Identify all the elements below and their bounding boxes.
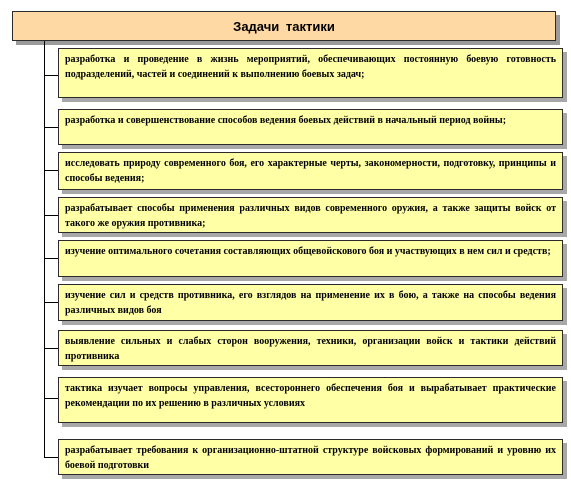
diagram-title: Задачи тактики — [233, 18, 335, 34]
connector-branch — [44, 127, 58, 128]
connector-branch — [44, 170, 58, 171]
task-text: исследовать природу современного боя, его характерные черты, закономерности, подготовку, принципы и способы ведения; — [65, 158, 556, 184]
task-box — [58, 152, 563, 190]
connector-trunk — [44, 41, 45, 457]
task-text: разработка и совершенствование способов ведения боевых действий в начальный период войны; — [65, 115, 507, 126]
task-text: тактика изучает вопросы управления, всестороннего обеспечения боя и вырабатывает практические рекомендации по их решению в различных условиях — [65, 383, 556, 409]
task-text: разрабатывает способы применения различных видов современного оружия, а также защиты войск от такого же оружия противника; — [65, 203, 556, 229]
task-text: изучение оптимального сочетания составляющих общевойскового боя и участвующих в нем сил и средств; — [65, 246, 551, 257]
connector-branch — [44, 302, 58, 303]
connector-branch — [44, 457, 58, 458]
connector-branch — [44, 75, 58, 76]
task-text: разрабатывает требования к организационно-штатной структуре войсковых формирований и уровню их боевой подготовки — [65, 445, 556, 471]
task-text: разработка и проведение в жизнь мероприятий, обеспечивающих постоянную боевую готовность подразделений, частей и соединений к выполнению боевых задач; — [65, 54, 556, 80]
task-box — [58, 330, 563, 366]
task-box — [58, 377, 563, 423]
task-text: изучение сил и средств противника, его взглядов на применение их в бою, а также на способы ведения различных видов боя — [65, 290, 556, 316]
task-box — [58, 240, 563, 277]
task-box — [58, 439, 563, 475]
task-box — [58, 109, 563, 145]
connector-branch — [44, 398, 58, 399]
task-box — [58, 197, 563, 233]
task-box — [58, 48, 563, 98]
task-text: выявление сильных и слабых сторон вооружения, техники, организации войск и тактики действий противника — [65, 336, 556, 362]
connector-branch — [44, 215, 58, 216]
connector-branch — [44, 348, 58, 349]
title-box — [12, 11, 556, 41]
connector-branch — [44, 258, 58, 259]
task-box — [58, 284, 563, 321]
